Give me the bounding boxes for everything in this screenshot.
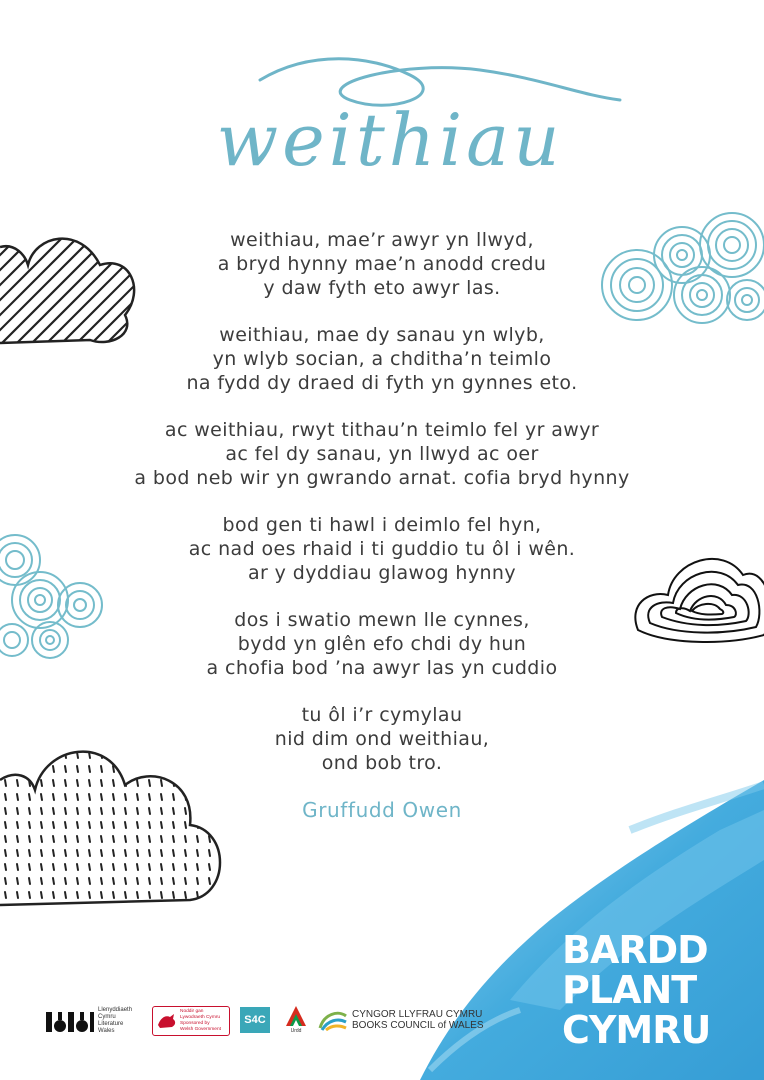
urdd-text: Urdd: [290, 1028, 302, 1034]
literature-wales-logo: [46, 1006, 146, 1036]
poem: [0, 228, 764, 822]
poem-line: ac fel dy sanau, yn llwyd ac oer: [225, 443, 539, 465]
stanza-4: [0, 513, 764, 585]
stanza-1: [0, 228, 764, 300]
poem-line: a chofia bod ’na awyr las yn cuddio: [206, 657, 558, 679]
brand-line: PLANT: [562, 968, 697, 1012]
bc-text: CYNGOR LLYFRAU CYMRU: [352, 1009, 483, 1020]
title-calligraphy: [150, 40, 630, 190]
urdd-logo: [284, 1004, 308, 1036]
brand-line: CYMRU: [562, 1008, 711, 1052]
wg-text: Welsh Government: [180, 1027, 221, 1032]
poem-line: ar y dyddiau glawog hynny: [247, 562, 517, 584]
wg-text: Lywodraeth Cymru: [180, 1015, 221, 1020]
s4c-text: S4C: [244, 1014, 266, 1026]
lw-text: Wales: [98, 1028, 115, 1034]
lw-text: Literature: [98, 1021, 124, 1027]
wg-text: Sponsored by: [180, 1021, 210, 1026]
poem-line: a bryd hynny mae’n anodd credu: [217, 253, 547, 275]
s4c-logo: [240, 1007, 270, 1033]
poem-line: bydd yn glên efo chdi dy hun: [237, 633, 527, 655]
bc-text: BOOKS COUNCIL of WALES: [352, 1020, 484, 1031]
welsh-government-logo: [152, 1006, 230, 1036]
poem-line: yn wlyb socian, a chditha’n teimlo: [212, 348, 552, 370]
poem-line: dos i swatio mewn lle cynnes,: [234, 609, 530, 631]
poem-line: tu ôl i’r cymylau: [301, 704, 463, 726]
lw-text: Cymru: [98, 1014, 116, 1020]
stanza-2: [0, 323, 764, 395]
poem-line: y daw fyth eto awyr las.: [263, 277, 501, 299]
urdd-triangle-icon: [284, 1004, 308, 1028]
poem-line: na fydd dy draed di fyth yn gynnes eto.: [186, 372, 578, 394]
literature-wales-mark-icon: [46, 1008, 94, 1034]
stanza-3: [0, 418, 764, 490]
title-text: weithiau: [216, 98, 564, 182]
stanza-6: [0, 703, 764, 775]
poem-line: ond bob tro.: [321, 752, 443, 774]
poem-line: ac nad oes rhaid i ti guddio tu ôl i wên.: [188, 538, 576, 560]
books-council-logo: [318, 1006, 518, 1034]
brand-line: BARDD: [562, 928, 708, 972]
poem-author: Gruffudd Owen: [302, 798, 462, 822]
poem-line: weithiau, mae dy sanau yn wlyb,: [219, 324, 545, 346]
poem-line: a bod neb wir yn gwrando arnat. cofia bryd hynny: [134, 467, 630, 489]
wg-text: Noddir gan: [180, 1009, 204, 1014]
bardd-plant-cymru-logo: [562, 930, 762, 1050]
poem-line: weithiau, mae’r awyr yn llwyd,: [230, 229, 534, 251]
poem-line: bod gen ti hawl i deimlo fel hyn,: [222, 514, 542, 536]
lw-text: Llenyddiaeth: [98, 1007, 133, 1013]
poem-line: nid dim ond weithiau,: [274, 728, 490, 750]
dragon-icon: [156, 1011, 178, 1031]
poem-line: ac weithiau, rwyt tithau’n teimlo fel yr awyr: [164, 419, 600, 441]
stanza-5: [0, 608, 764, 680]
books-council-icon: [318, 1008, 348, 1032]
